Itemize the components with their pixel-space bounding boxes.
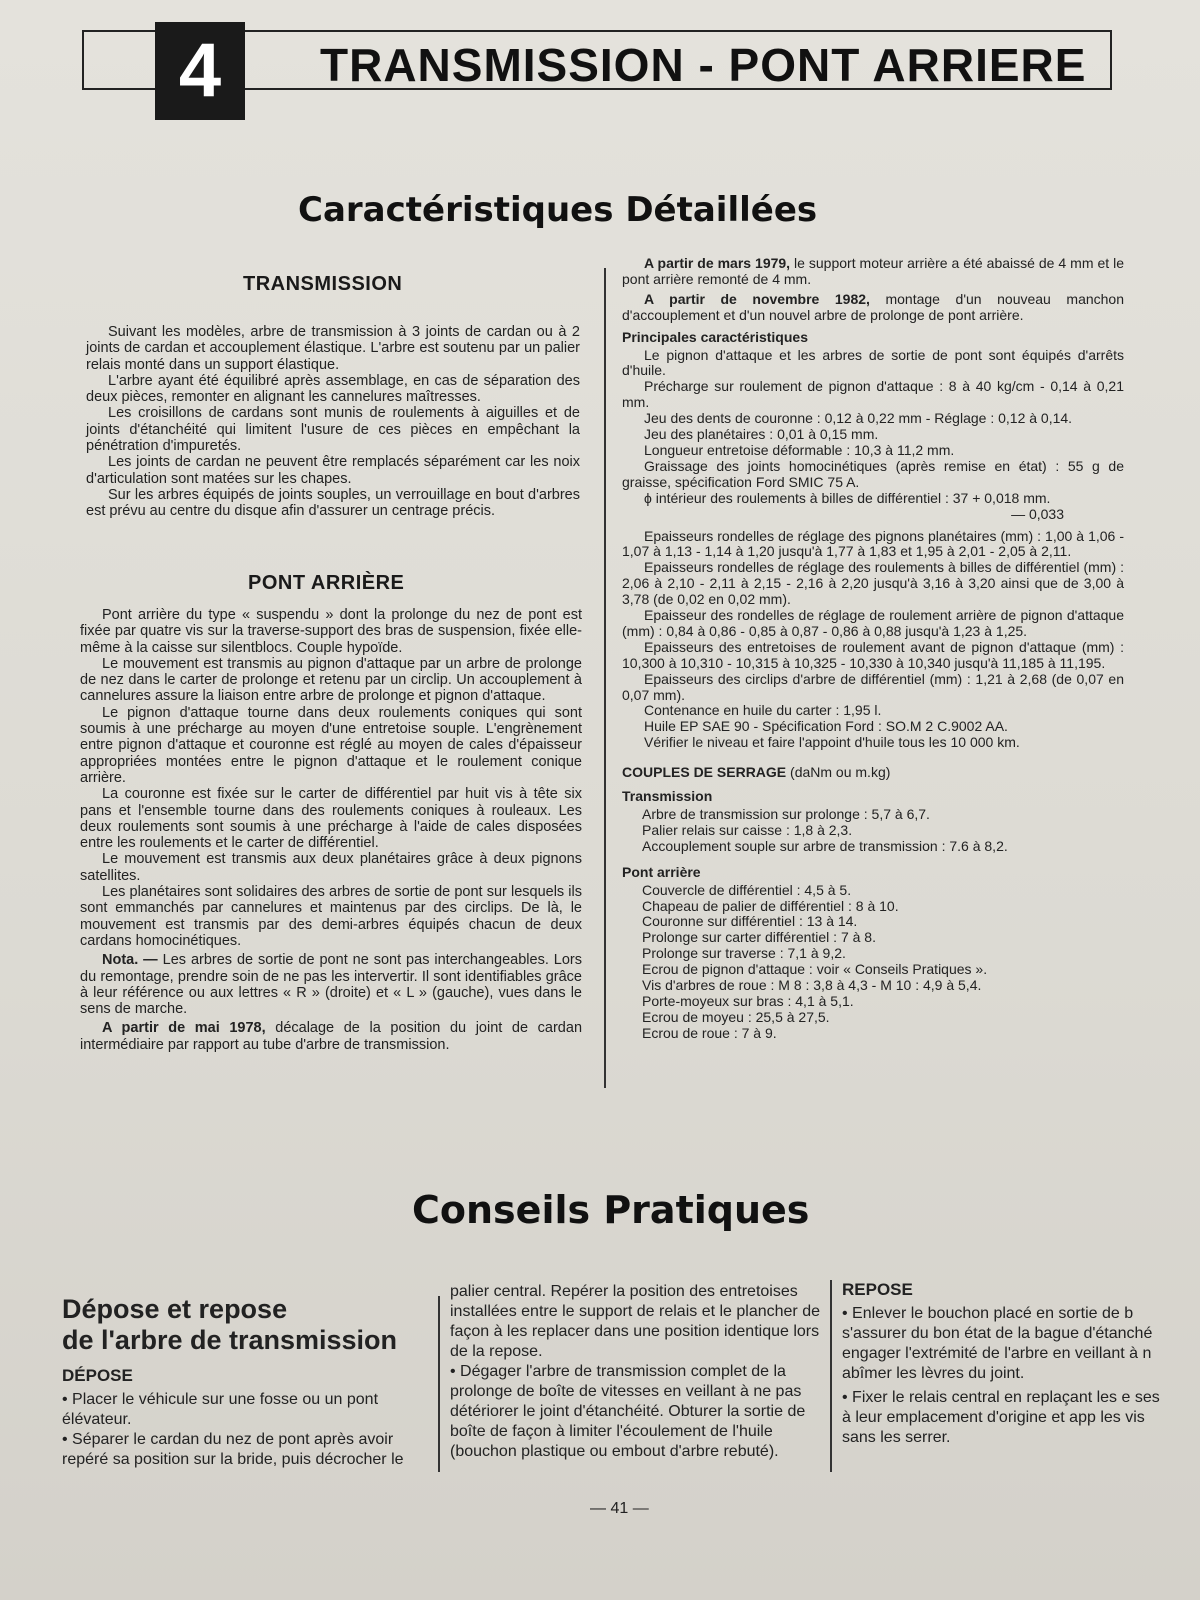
- couple-item: Palier relais sur caisse : 1,8 à 2,3.: [642, 821, 853, 838]
- middle-item: palier central. Repérer la position des entretoises installées entre le support de relais et le plancher de façon à les replacer dans une position identique lors de la repose.: [450, 1283, 820, 1360]
- spec-line: Epaisseurs des entretoises de roulement avant de pignon d'attaque (mm) : 10,300 à 10,310 - 10,315 à 10,325 - 10,330 à 10,340 jusqu'à 11,185 à 11,195.: [622, 638, 1124, 671]
- spec-tolerance: — 0,033: [1011, 505, 1064, 522]
- nota-text: Les arbres de sortie de pont ne sont pas interchangeables. Lors du remontage, prendre soin de ne pas les intervertir. Il sont identifiables grâce à leur référence ou aux lettres « R » (droite) et « L » (gauche), vues dans le sens de marche.: [80, 952, 582, 1018]
- mai-1978-text: décalage de la position du joint de cardan intermédiaire par rapport au tube d'arbre de transmission.: [80, 1020, 583, 1053]
- principales-heading: Principales caractéristiques: [622, 328, 808, 345]
- paragraph: Les croisillons de cardans sont munis de roulements à aiguilles et de joints d'étanchéité qui limitent l'usure de ces pièces en empêchant la pénétration d'impuretés.: [86, 405, 580, 455]
- couple-item: Couvercle de différentiel : 4,5 à 5.: [642, 881, 852, 898]
- depose-heading: DÉPOSE: [62, 1366, 133, 1385]
- paragraph: Le mouvement est transmis aux deux planétaires grâce à deux pignons satellites.: [80, 851, 582, 884]
- nov-1982-paragraph: [622, 292, 1124, 324]
- depose-item: • Placer le véhicule sur une fosse ou un pont élévateur.: [62, 1391, 379, 1428]
- transmission-heading: TRANSMISSION: [243, 273, 403, 295]
- couple-item: Accouplement souple sur arbre de transmission : 7.6 à 8,2.: [642, 837, 1008, 854]
- paragraph: Pont arrière du type « suspendu » dont la prolonge du nez de pont est fixée par quatre vis sur la traverse-support des bras de suspension, fixée elle-même à la caisse sur silentblocs. Couple hypoïde.: [80, 607, 582, 656]
- spec-line: Epaisseurs rondelles de réglage des roulements à billes de différentiel (mm) : 2,06 à 2,10 - 2,11 à 2,15 - 2,16 à 2,20 jusqu'à 3,16 à 3,20 ainsi que de 3,00 à 3,78 (de 0,02 en 0,02 mm).: [622, 559, 1124, 608]
- spec-line: Graissage des joints homocinétiques (après remise en état) : 55 g de graisse, spécification Ford SMIC 75 A.: [622, 457, 1124, 490]
- mars-1979-paragraph: [622, 256, 1124, 288]
- couple-item: Arbre de transmission sur prolonge : 5,7 à 6,7.: [642, 806, 930, 822]
- nov-1982-text: montage d'un nouveau manchon d'accouplement et d'un nouvel arbre de prolonge de pont arrière.: [622, 290, 1124, 323]
- couples-heading-unit: (daNm ou m.kg): [786, 764, 891, 781]
- couple-item: Ecrou de pignon d'attaque : voir « Conseils Pratiques ».: [642, 961, 988, 978]
- repose-heading: REPOSE: [842, 1280, 913, 1299]
- couple-item: Couronne sur différentiel : 13 à 14.: [642, 913, 858, 930]
- spec-line: Epaisseurs des circlips d'arbre de différentiel (mm) : 1,21 à 2,68 (de 0,07 en 0,07 mm).: [622, 670, 1124, 703]
- depose-repose-title-line1: Dépose et repose: [62, 1294, 288, 1324]
- spec-line: Epaisseurs rondelles de réglage des pignons planétaires (mm) : 1,00 à 1,06 - 1,07 à 1,13 - 1,14 à 1,20 jusqu'à 1,77 à 1,83 et 1,95 à 2,01 - 2,05 à 2,11.: [622, 527, 1124, 560]
- transmission-couples-heading: Transmission: [622, 788, 713, 805]
- couple-item: Prolonge sur carter différentiel : 7 à 8.: [642, 929, 876, 946]
- couple-item: Porte-moyeux sur bras : 4,1 à 5,1.: [642, 992, 854, 1009]
- section-title-caracteristiques: Caractéristiques Détaillées: [298, 190, 818, 230]
- mars-1979-label: A partir de mars 1979,: [644, 255, 791, 271]
- spec-line: Contenance en huile du carter : 1,95 l.: [644, 702, 882, 719]
- couple-item: Prolonge sur traverse : 7,1 à 9,2.: [642, 945, 846, 962]
- paragraph: Sur les arbres équipés de joints souples, un verrouillage en bout d'arbres est prévu au centre du disque afin d'assurer un centrage précis.: [86, 486, 580, 520]
- depose-column: [62, 1294, 424, 1470]
- mars-1979-text: le support moteur arrière a été abaissé de 4 mm et le pont arrière remonté de 4 mm.: [622, 255, 1124, 287]
- depose-item: • Séparer le cardan du nez de pont après avoir repéré sa position sur la bride, puis décrocher le: [62, 1431, 404, 1468]
- paragraph: L'arbre ayant été équilibré après assemblage, en cas de séparation des deux pièces, remonter en alignant les cannelures maîtresses.: [86, 372, 580, 406]
- couple-item: Chapeau de palier de différentiel : 8 à 10.: [642, 897, 899, 914]
- spec-line: ϕ intérieur des roulements à billes de différentiel : 37 + 0,018 mm.: [644, 489, 1051, 506]
- column-divider: [604, 268, 606, 1088]
- couple-item: Vis d'arbres de roue : M 8 : 3,8 à 4,3 - M 10 : 4,9 à 5,4.: [642, 977, 982, 994]
- couple-item: Ecrou de roue : 7 à 9.: [642, 1024, 777, 1041]
- couples-heading: [622, 765, 1124, 781]
- depose-repose-title-line2: de l'arbre de transmission: [62, 1325, 398, 1355]
- spec-line: Huile EP SAE 90 - Spécification Ford : SO.M 2 C.9002 AA.: [644, 718, 1008, 735]
- transmission-text: [86, 324, 580, 520]
- couple-item: Ecrou de moyeu : 25,5 à 27,5.: [642, 1008, 830, 1025]
- paragraph: Le mouvement est transmis au pignon d'attaque par un arbre de prolonge de nez dans le carter de prolonge et retenu par un circlip. Un accouplement à cannelures assure la liaison entre arbre de prolonge et pignon d'attaque.: [80, 655, 582, 705]
- spec-line: Jeu des planétaires : 0,01 à 0,15 mm.: [644, 426, 879, 443]
- middle-column: [450, 1282, 824, 1462]
- spec-line: Jeu des dents de couronne : 0,12 à 0,22 mm - Réglage : 0,12 à 0,14.: [644, 410, 1073, 427]
- mai-1978-paragraph: [80, 1020, 582, 1053]
- repose-column: [842, 1280, 1200, 1480]
- paragraph: Suivant les modèles, arbre de transmission à 3 joints de cardan ou à 2 joints de cardan et accouplement élastique. L'arbre est soutenu par un palier relais monté dans un support élastique.: [86, 324, 580, 373]
- chapter-number: 4: [155, 22, 245, 120]
- pont-arriere-heading: PONT ARRIÈRE: [248, 572, 405, 594]
- section-title-conseils: Conseils Pratiques: [412, 1188, 810, 1232]
- right-column-text: [622, 256, 1124, 1042]
- mai-1978-label: A partir de mai 1978,: [102, 1020, 266, 1037]
- repose-item: • Fixer le relais central en replaçant les e ses à leur emplacement d'origine et app les vis sans les serrer.: [842, 1389, 1160, 1446]
- bottom-divider-2: [830, 1280, 832, 1472]
- nov-1982-label: A partir de novembre 1982,: [644, 290, 870, 307]
- paragraph: La couronne est fixée sur le carter de différentiel par huit vis à tête six pans et l'ensemble tourne dans des roulements coniques à rouleaux. Les deux roulements sont soumis à une précharge à l'aide de cales disposées entre les roulements et le carter de différentiel.: [80, 786, 582, 852]
- nota-label: Nota. —: [102, 952, 158, 969]
- pont-arriere-text: [80, 607, 582, 1053]
- spec-line: Longueur entretoise déformable : 10,3 à 11,2 mm.: [644, 441, 955, 458]
- spec-line: Précharge sur roulement de pignon d'attaque : 8 à 40 kg/cm - 0,14 à 0,21 mm.: [622, 378, 1124, 411]
- chapter-title: TRANSMISSION - PONT ARRIERE: [320, 39, 1087, 91]
- paragraph: Le pignon d'attaque tourne dans deux roulements coniques qui sont soumis à une précharge au moyen d'une entretoise souple. L'engrènement entre pignon d'attaque et couronne est réglé au moyen de cales d'épaisseur appropriées montées entre le pignon d'attaque et le roulement conique arrière.: [80, 704, 582, 786]
- spec-line: Vérifier le niveau et faire l'appoint d'huile tous les 10 000 km.: [644, 734, 1020, 751]
- nota-paragraph: [80, 952, 582, 1017]
- page-number: — 41 —: [590, 1500, 649, 1517]
- bottom-divider-1: [438, 1296, 440, 1472]
- paragraph: Les planétaires sont solidaires des arbres de sortie de pont sur lesquels ils sont emmanchés par cannelures et maintenus par des circlips. De là, le mouvement est transmis par des demi-arbres équipés chacun de deux cardans homocinétiques.: [80, 884, 582, 949]
- paragraph: Les joints de cardan ne peuvent être remplacés séparément car les noix d'articulation sont matées sur les chapes.: [86, 454, 580, 487]
- spec-line: Epaisseur des rondelles de réglage de roulement arrière de pignon d'attaque (mm) : 0,84 à 0,86 - 0,85 à 0,87 - 0,86 à 0,88 jusqu'à 1,23 à 1,25.: [622, 607, 1124, 639]
- middle-item: • Dégager l'arbre de transmission complet de la prolonge de boîte de vitesses en veillant à ne pas détériorer le joint d'étanchéité. Obturer la sortie de boîte de façon à limiter l'écoulement de l'huile (bouchon plastique ou embout d'arbre rebuté).: [450, 1363, 806, 1460]
- repose-item: • Enlever le bouchon placé en sortie de b s'assurer du bon état de la bague d'étanché engager l'extrémité de l'arbre en veillant à n abîmer les lèvres du joint.: [842, 1305, 1153, 1382]
- pont-couples-heading: Pont arrière: [622, 863, 701, 880]
- couples-heading-label: COUPLES DE SERRAGE: [622, 764, 787, 781]
- spec-line: Le pignon d'attaque et les arbres de sortie de pont sont équipés d'arrêts d'huile.: [622, 346, 1124, 379]
